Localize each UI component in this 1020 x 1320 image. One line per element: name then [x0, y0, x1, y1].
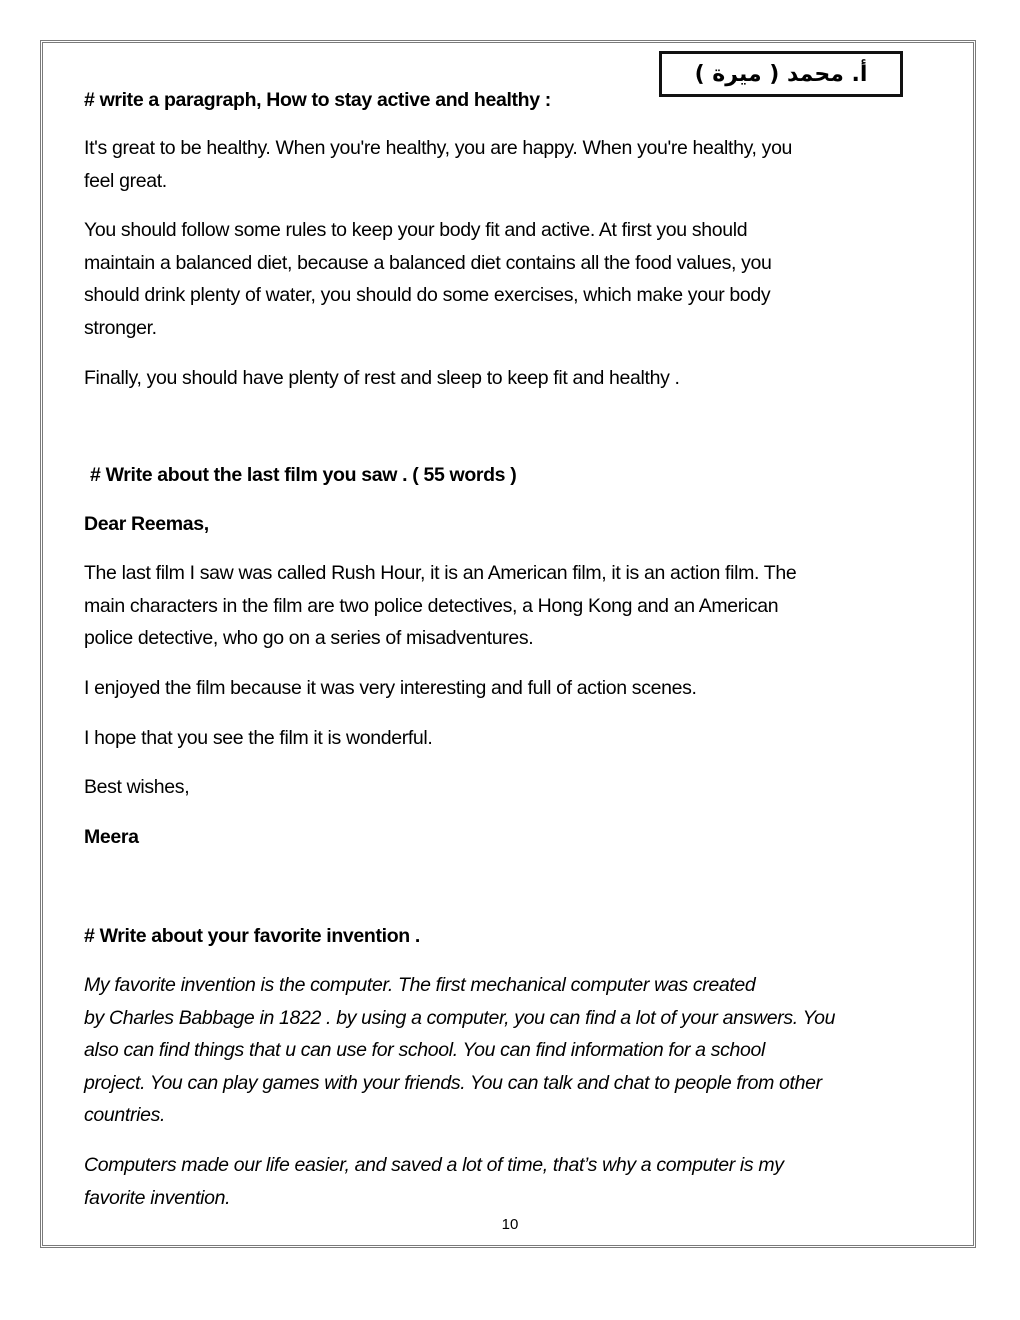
paragraph: It's great to be healthy. When you're healthy, you are happy. When you're healthy, you feel great.: [84, 137, 793, 192]
paragraph: Computers made our life easier, and saved a lot of time, that’s why a computer is my favorite invention.: [84, 1154, 784, 1209]
paragraph: I hope that you see the film it is wonderful.: [84, 727, 433, 749]
section-invention: [84, 920, 954, 953]
paragraph: Finally, you should have plenty of rest and sleep to keep fit and healthy .: [84, 367, 680, 389]
paragraph: You should follow some rules to keep your body fit and active. At first you should maintain a balanced diet, because a balanced diet contains all the food values, you should drink plenty of water, you should do some exercises, which make your body stronger.: [84, 219, 772, 339]
signature: Meera: [84, 826, 139, 848]
section-film: [90, 459, 960, 492]
section-heading: # Write about your favorite invention .: [84, 925, 420, 947]
greeting: Dear Reemas,: [84, 513, 209, 535]
section-heading: # Write about the last film you saw . ( 55 words ): [90, 464, 517, 486]
closing: Best wishes,: [84, 776, 190, 798]
page-number: 10: [501, 1216, 519, 1233]
paragraph: I enjoyed the film because it was very interesting and full of action scenes.: [84, 677, 697, 699]
teacher-name: أ. محمد ( ميرة ): [694, 61, 868, 87]
paragraph: The last film I saw was called Rush Hour, it is an American film, it is an action film. The main characters in the film are two police detectives, a Hong Kong and an American police detective, who go on a series of misadventures.: [84, 562, 797, 649]
paragraph: My favorite invention is the computer. The first mechanical computer was created by Charles Babbage in 1822 . by using a computer, you can find a lot of your answers. You also can find things that u can use for school. You can find information for a school project. You can play games with your friends. You can talk and chat to people from other countries.: [84, 974, 836, 1126]
section-heading: # write a paragraph, How to stay active and healthy :: [84, 89, 551, 111]
section-healthy: [84, 84, 954, 117]
